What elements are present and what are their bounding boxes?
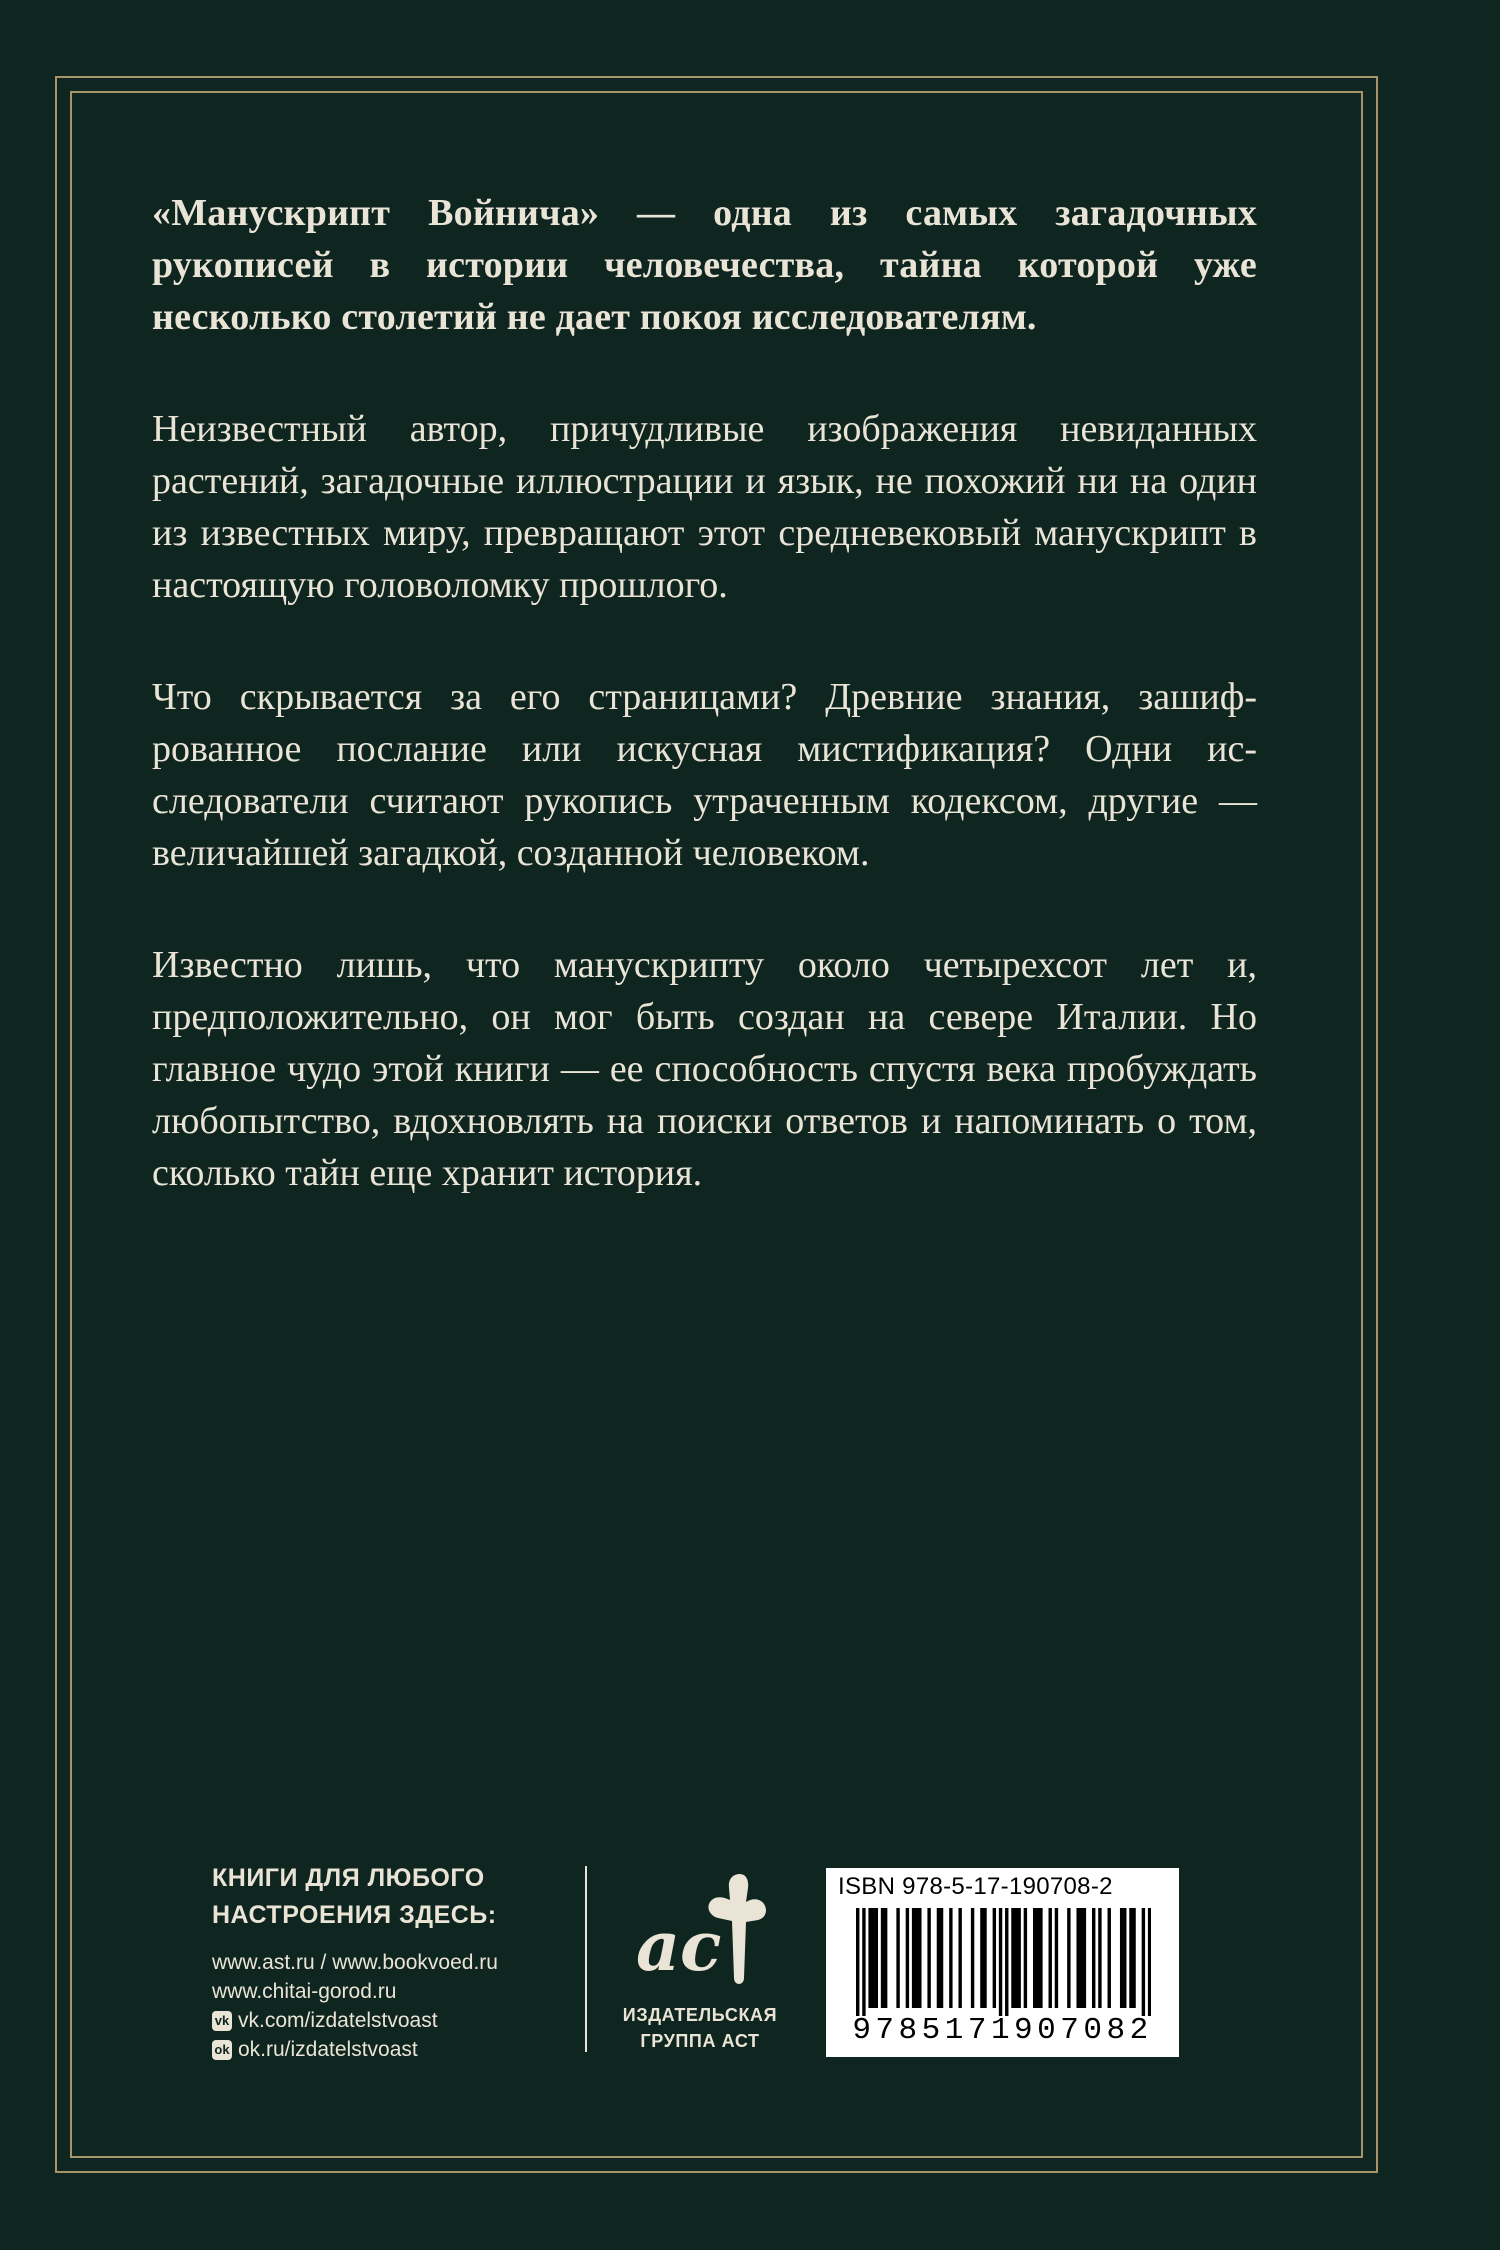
promo-title-line-2: НАСТРОЕНИЯ ЗДЕСЬ: (212, 1901, 497, 1929)
barcode-bar (1005, 1908, 1008, 2016)
barcode-bar (949, 1908, 952, 2008)
barcode-bar (862, 1908, 865, 2016)
barcode-bar (1039, 1908, 1042, 2008)
odnoklassniki-icon: ok (212, 2040, 232, 2060)
barcode-bar (915, 1908, 918, 2008)
vk-link[interactable] (212, 2006, 572, 2035)
barcode-bar (1024, 1908, 1027, 2008)
barcode-bar (868, 1908, 871, 2008)
promo-block (212, 1860, 572, 2064)
barcode-bar (1076, 1908, 1079, 2008)
isbn-label: ISBN 978-5-17-190708-2 (838, 1873, 1113, 1900)
barcode-bar (1033, 1908, 1036, 2008)
barcode-bar (1120, 1908, 1123, 2008)
isbn-barcode-box (826, 1868, 1179, 2057)
barcode-bar (1092, 1908, 1095, 2008)
barcode-bar (927, 1908, 930, 2008)
barcode-bar (1142, 1908, 1145, 2016)
barcode-bar (1049, 1908, 1052, 2008)
barcode-bar (884, 1908, 887, 2008)
lead-paragraph: «Манускрипт Войнича» — одна из самых загадочных рукописей в истории человечества, тайна которой уже несколько столетий не дает покоя исследователям. (152, 192, 1257, 338)
barcode-digits: 9785171907082 (852, 2013, 1153, 2048)
barcode-bar (971, 1908, 974, 2008)
barcode-bar (875, 1908, 878, 2008)
barcode-bar (1055, 1908, 1058, 2008)
barcode-bar (1067, 1908, 1070, 2008)
ok-link-text: ok.ru/izdatelstvoast (238, 2038, 418, 2061)
barcode-bar (872, 1908, 875, 2008)
barcode-bar (1129, 1908, 1132, 2008)
paragraph-3: Что скрывается за его страницами? Древние знания, зашифрованное послание или искусная мистификация? Одни исследователи считают рукопись утраченным кодексом, другие — величайшей загадкой, созданной человеком. (152, 676, 1257, 874)
site-link-2[interactable]: www.chitai-gorod.ru (212, 1980, 397, 2003)
barcode-bar (993, 1908, 996, 2008)
barcode-bar (940, 1908, 943, 2008)
barcode-bar (980, 1908, 983, 2008)
promo-title (212, 1860, 572, 1934)
barcode-bar (999, 1908, 1002, 2016)
barcode-bar (937, 1908, 940, 2008)
barcode-bar (896, 1908, 899, 2008)
annotation-text (152, 187, 1257, 1199)
paragraph-4: Известно лишь, что манускрипту около четырехсот лет и, предположительно, он мог быть создан на севере Италии. Но главное чудо этой книги — ее способность спустя века пробуждать любопытство, вдохновлять на поиски ответов и напоминать о том, сколько тайн еще хранит история. (152, 944, 1257, 1194)
publisher-caption (610, 2002, 790, 2054)
barcode-bar (912, 1908, 915, 2008)
barcode-bar (906, 1908, 909, 2008)
ast-logo-icon (628, 1866, 778, 1996)
barcode-bar (1108, 1908, 1111, 2008)
promo-title-line-1: КНИГИ ДЛЯ ЛЮБОГО (212, 1864, 485, 1892)
publisher-logo (610, 1866, 810, 2056)
site-link-1[interactable]: www.ast.ru / www.bookvoed.ru (212, 1951, 498, 1974)
barcode-icon (856, 1908, 1151, 2016)
publisher-caption-line-2: ГРУППА АСТ (640, 2031, 760, 2051)
vk-link-text: vk.com/izdatelstvoast (238, 2009, 438, 2032)
barcode-bar (1098, 1908, 1101, 2008)
barcode-bar (1080, 1908, 1083, 2008)
barcode-bar (1011, 1908, 1014, 2008)
barcode-bar (1083, 1908, 1086, 2008)
barcode-bar (918, 1908, 921, 2008)
publisher-caption-line-1: ИЗДАТЕЛЬСКАЯ (622, 2005, 778, 2025)
paragraph-2: Неизвестный автор, причудливые изображения невиданных растений, загадочные иллюстрации и язык, не похожий ни на один из известных миру, превращают этот средневековый манускрипт в настоящую головоломку прошлого. (152, 408, 1257, 606)
barcode-bar (881, 1908, 884, 2008)
barcode-bar (1148, 1908, 1151, 2016)
barcode-bar (1017, 1908, 1020, 2008)
vk-icon: vk (212, 2011, 232, 2031)
vertical-divider (585, 1866, 587, 2052)
barcode-bar (1014, 1908, 1017, 2008)
ok-link[interactable] (212, 2035, 572, 2064)
barcode-bar (983, 1908, 986, 2008)
svg-text:ас: ас (636, 1907, 722, 1987)
barcode-bar (1036, 1908, 1039, 2008)
barcode-bar (1132, 1908, 1135, 2008)
barcode-bar (1123, 1908, 1126, 2008)
barcode-bar (958, 1908, 961, 2008)
barcode-bar (856, 1908, 859, 2016)
